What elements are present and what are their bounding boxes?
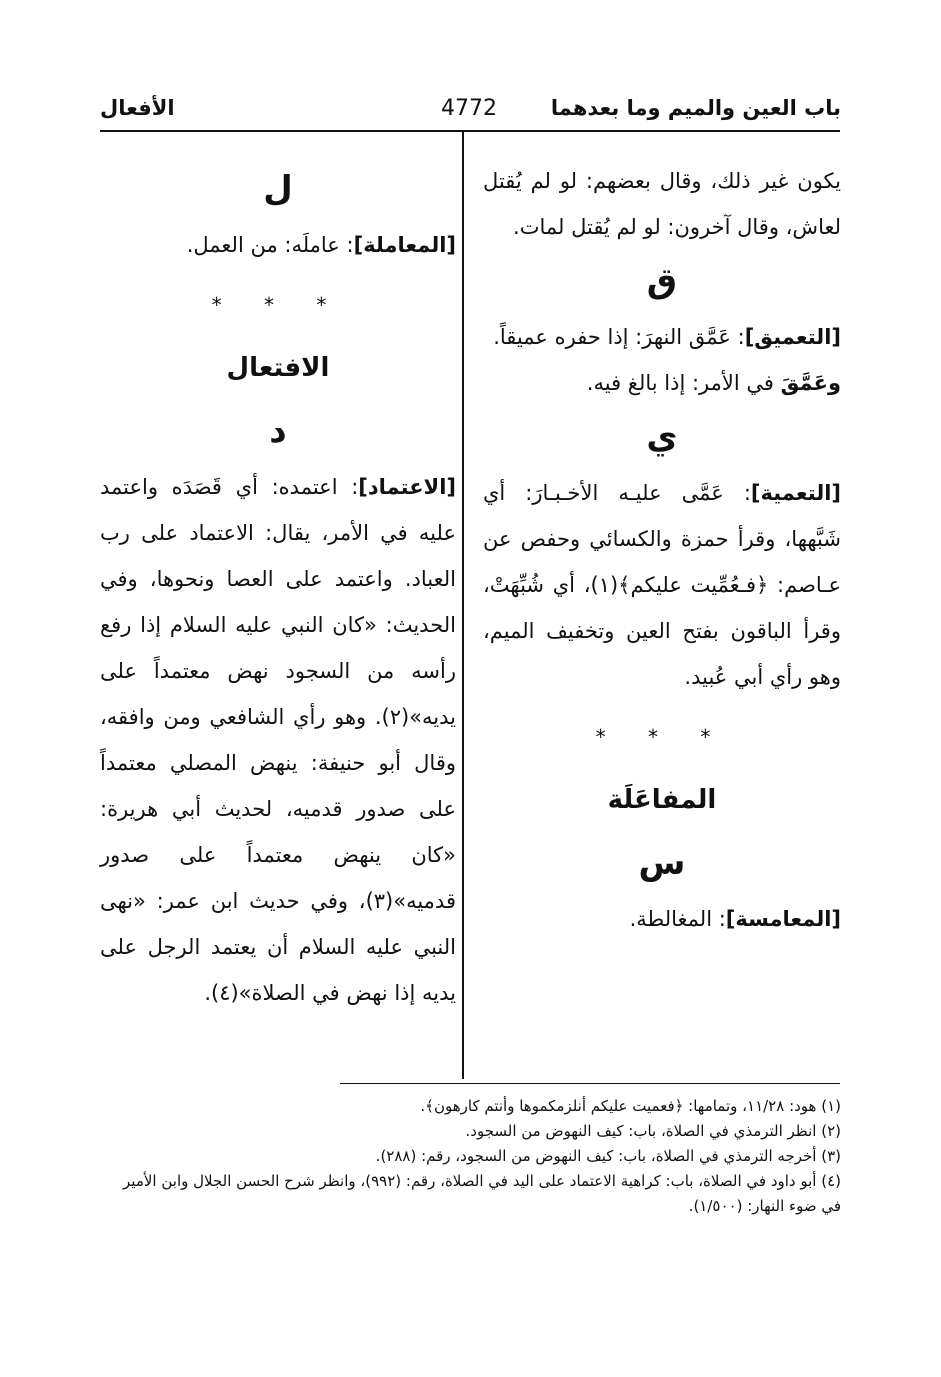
footnote-rule xyxy=(340,1083,840,1084)
entry-text: : اعتمده: أي قَصَدَه واعتمد عليه في الأمر، يقال: الاعتماد على رب العباد. واعتمد على العصا ونحوها، وفي الحديث: «كان النبي عليه السلام إذا رفع رأسه من السجود نهض معتمداً على يديه»(٢). وهو رأي الشافعي ومن وافقه، وقال أبو حنيفة: ينهض المصلي معتمداً على صدور قدميه، لحديث أبي هريرة: «كان ينهض معتمداً على صدور قدميه»(٣)، وفي حديث ابن عمر: «نهى النبي عليه السلام أن يعتمد الرجل على يديه إذا نهض في الصلاة»(٤). xyxy=(100,475,456,1005)
letter-heading-dal: د xyxy=(269,411,287,451)
entry-tamiya xyxy=(483,470,841,700)
entry-term: [التعمية] xyxy=(750,481,841,505)
running-head-section: الأفعال xyxy=(100,96,175,120)
column-divider xyxy=(462,131,464,1079)
entry-text: : عاملَه: من العمل. xyxy=(186,233,354,257)
right-column xyxy=(483,158,841,942)
section-separator: * * * xyxy=(595,725,729,749)
page-number: 4772 xyxy=(441,96,497,121)
left-column xyxy=(100,158,456,1016)
letter-heading-lam: ل xyxy=(263,169,293,209)
letter-heading-qaf: ق xyxy=(646,261,678,301)
section-heading-mufaala: المفاعَلَة xyxy=(607,785,717,815)
footnote-2: (٢) انظر الترمذي في الصلاة، باب: كيف النهوض من السجود. xyxy=(465,1122,841,1140)
entry-ammaqa xyxy=(483,360,841,406)
entry-tamiq xyxy=(483,314,841,360)
footnote-1: (١) هود: ١١/٢٨، وتمامها: ﴿فعميت عليكم أنلزمكموها وأنتم كارهون﴾. xyxy=(420,1097,841,1115)
entry-itimad xyxy=(100,464,456,1016)
entry-term: [الاعتماد] xyxy=(358,475,456,499)
section-heading-iftial: الافتعال xyxy=(226,353,330,383)
letter-heading-ya: ي xyxy=(646,417,678,457)
footnote-4: (٤) أبو داود في الصلاة، باب: كراهية الاعتماد على اليد في الصلاة، رقم: (٩٩٢)، وانظر شرح الحسن الجلال وابن الأمير في ضوء النهار: (١/٥٠٠). xyxy=(123,1172,841,1215)
entry-muamasa xyxy=(483,896,841,942)
entry-term: [المعاملة] xyxy=(353,233,456,257)
section-separator: * * * xyxy=(211,293,345,317)
entry-term: [التعميق] xyxy=(744,325,841,349)
entry-continuation: يكون غير ذلك، وقال بعضهم: لو لم يُقتل لعاش، وقال آخرون: لو لم يُقتل لمات. xyxy=(483,169,841,239)
header-rule xyxy=(100,130,840,132)
entry-muamala xyxy=(100,222,456,268)
entry-text: : عَمَّى عليـه الأخـبـارَ: أي شَبَّهها، وقرأ حمزة والكسائي وحفص عن عـاصم: ﴿فـعُمِّيت عليكم﴾(١)، أي شُبِّهَتْ، وقرأ الباقون بفتح العين وتخفيف الميم، وهو رأي أبي عُبيد. xyxy=(483,481,841,689)
entry-text: : المغالطة. xyxy=(629,907,726,931)
entry-term: وعَمَّقَ xyxy=(780,371,841,395)
entry-text: : عَمَّق النهرَ: إذا حفره عميقاً. xyxy=(493,325,745,349)
entry-term: [المعامسة] xyxy=(725,907,841,931)
entry-text: في الأمر: إذا بالغ فيه. xyxy=(586,371,781,395)
running-head-chapter: باب العين والميم وما بعدهما xyxy=(550,96,841,120)
footnote-3: (٣) أخرجه الترمذي في الصلاة، باب: كيف النهوض من السجود، رقم: (٢٨٨). xyxy=(375,1147,841,1165)
letter-heading-sin: س xyxy=(638,843,686,883)
footnotes xyxy=(101,1094,841,1219)
